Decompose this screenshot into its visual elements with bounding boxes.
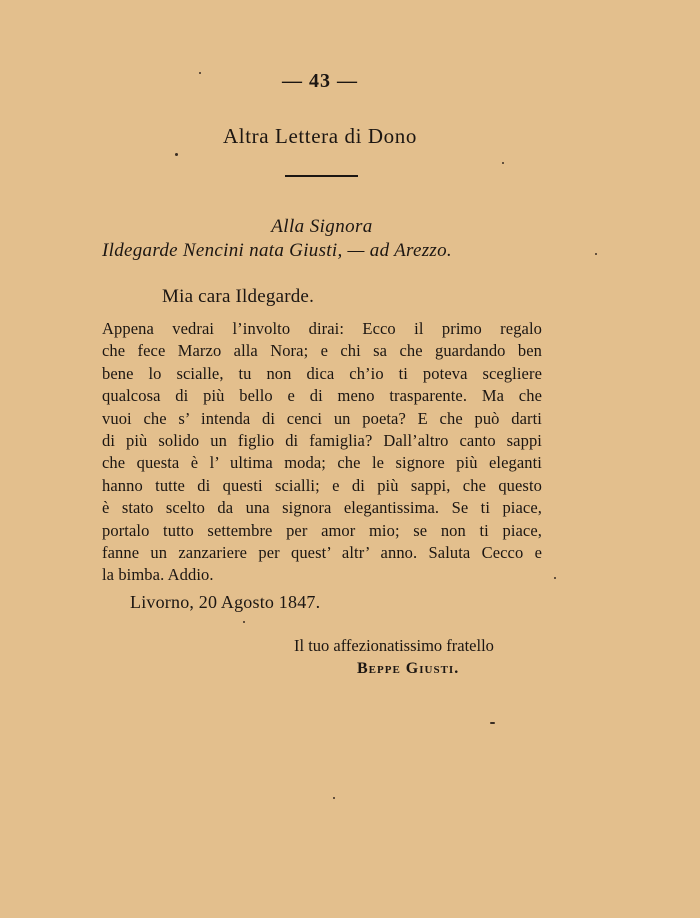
closing-line: Il tuo affezionatissimo fratello bbox=[294, 636, 494, 655]
signature: Beppe Giusti. bbox=[357, 660, 460, 677]
recipient-line-1: Alla Signora bbox=[271, 216, 373, 237]
salutation: Mia cara Ildegarde. bbox=[162, 286, 315, 307]
body-line: portalo tutto settembre per amor mio; se non ti piace, bbox=[102, 520, 542, 540]
body-line: bene lo scialle, tu non dica ch’io ti poteva scegliere bbox=[102, 363, 542, 383]
letter-title: Altra Lettera di Dono bbox=[223, 124, 417, 148]
paper-speck bbox=[175, 153, 178, 156]
body-line: vuoi che s’ intenda di cenci un poeta? E che può darti bbox=[102, 408, 542, 428]
body-line: che fece Marzo alla Nora; e chi sa che guardando ben bbox=[102, 341, 542, 361]
paper-speck bbox=[243, 621, 245, 623]
paper-speck bbox=[199, 72, 201, 74]
paper-speck bbox=[502, 162, 504, 164]
body-line: fanne un zanzariere per quest’ altr’ anno. Saluta Cecco e bbox=[102, 542, 542, 562]
body-line: è stato scelto da una signora elegantissima. Se ti piace, bbox=[102, 498, 542, 518]
body-line: la bimba. Addio. bbox=[102, 565, 214, 585]
body-line: hanno tutte di questi scialli; e di più sappi, che questo bbox=[102, 475, 542, 495]
title-divider bbox=[285, 175, 358, 177]
body-line: qualcosa di più bello e di meno trasparente. Ma che bbox=[102, 386, 542, 406]
body-line: di più solido un figlio di famiglia? Dall’altro canto sappi bbox=[102, 430, 542, 450]
letter-body bbox=[102, 318, 542, 587]
place-and-date: Livorno, 20 Agosto 1847. bbox=[130, 592, 321, 612]
paper-speck bbox=[595, 253, 597, 255]
paper-speck bbox=[490, 722, 495, 724]
paper-speck bbox=[554, 577, 556, 579]
paper-speck bbox=[333, 797, 335, 799]
page-number: — 43 — bbox=[282, 70, 358, 92]
body-line: che questa è l’ ultima moda; che le signore più eleganti bbox=[102, 453, 542, 473]
body-line: Appena vedrai l’involto dirai: Ecco il primo regalo bbox=[102, 319, 542, 338]
recipient-line-2: Ildegarde Nencini nata Giusti, — ad Arezzo. bbox=[102, 240, 452, 261]
